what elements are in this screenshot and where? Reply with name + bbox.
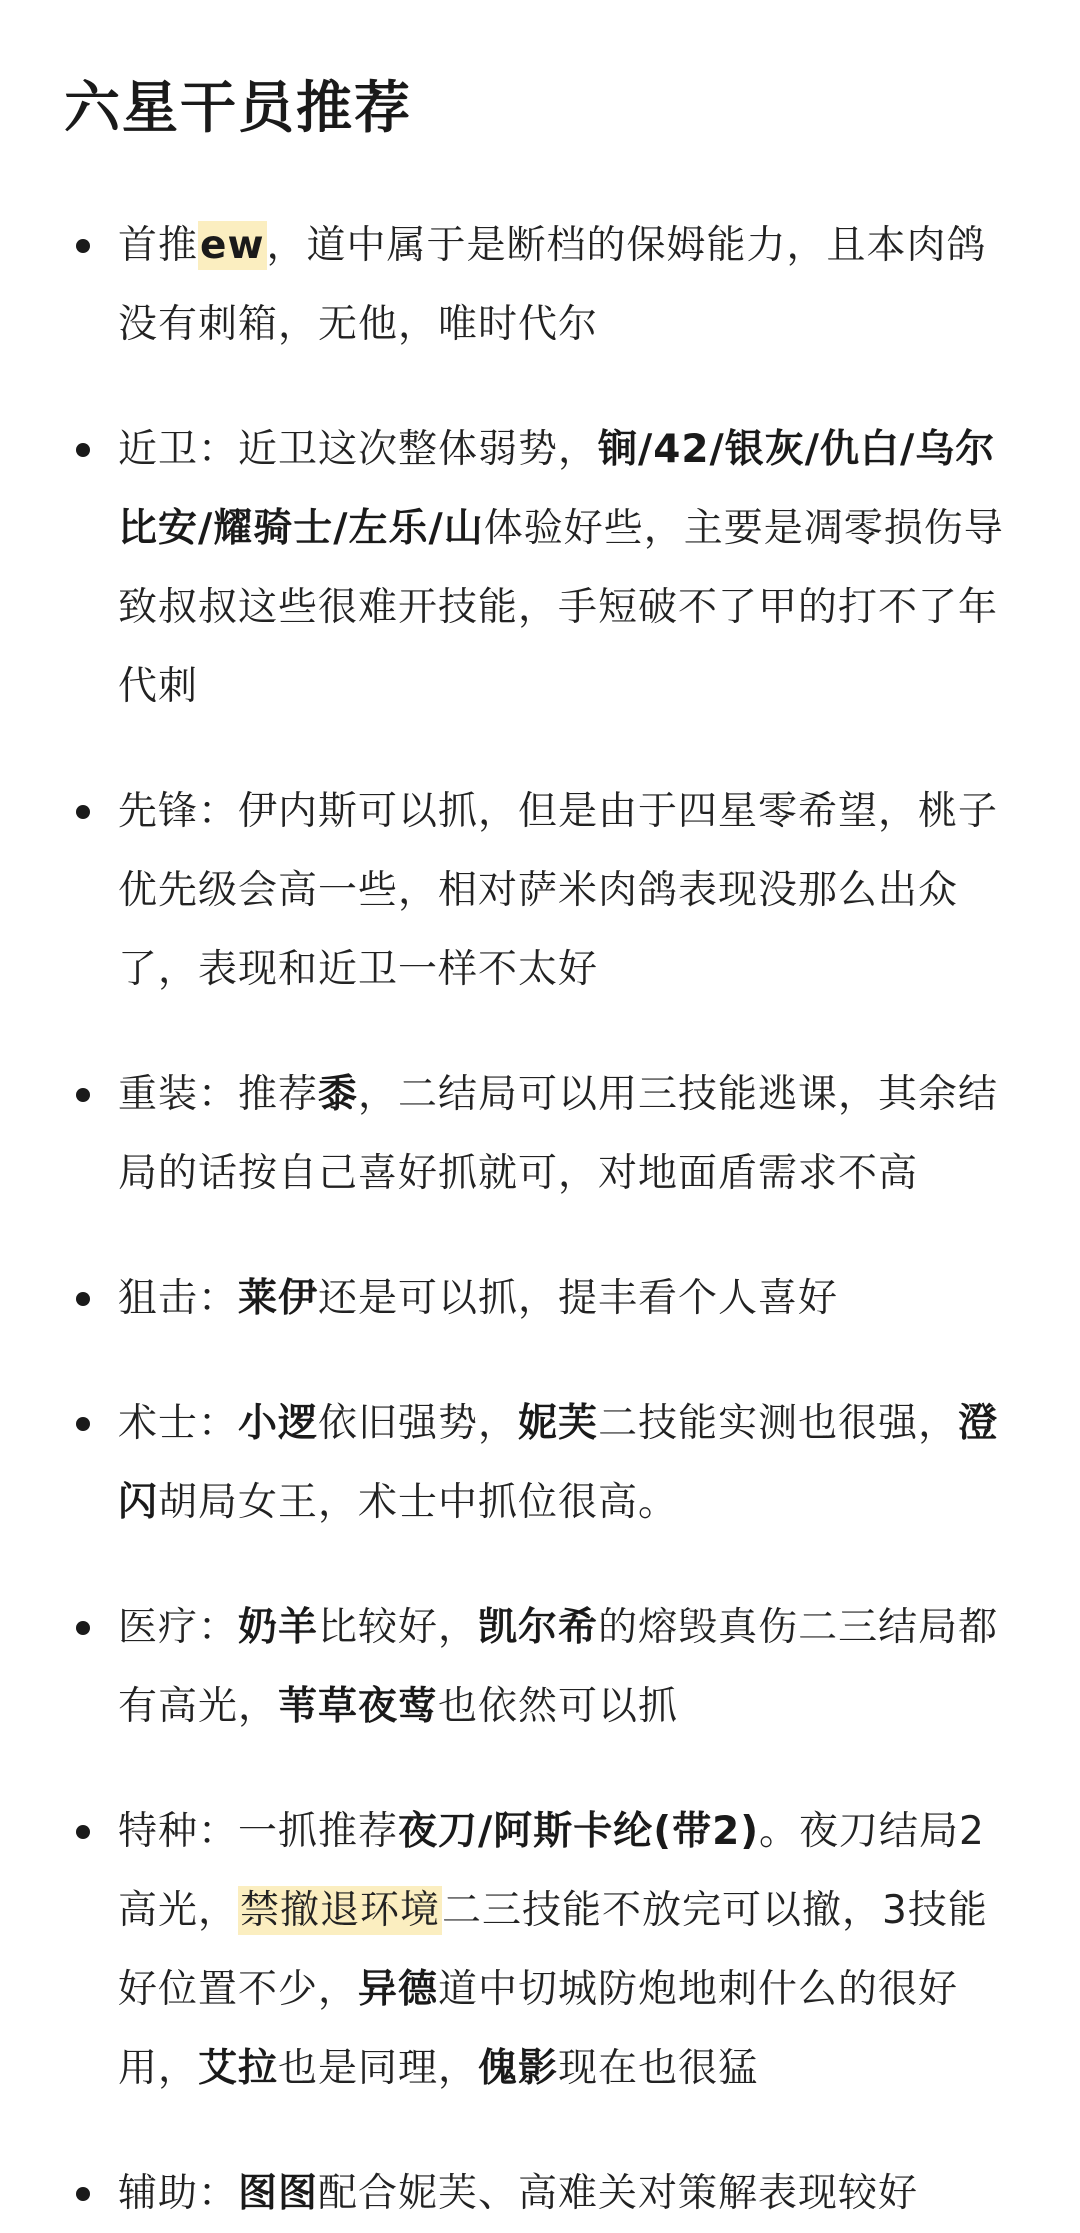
list-item: [64, 772, 1016, 1009]
bold-operator-name: 锏/42/银灰/仇白/乌尔比安/耀骑士/左乐/山: [118, 427, 996, 551]
bold-operator-name: 异德: [358, 1967, 439, 2012]
bold-operator-name: 图图: [238, 2171, 319, 2216]
bold-operator-name: 莱伊: [238, 1276, 319, 1321]
bold-operator-name: 傀影: [478, 2046, 559, 2091]
list-item: [64, 410, 1016, 726]
highlighted-text: 禁撤退环境: [240, 1888, 441, 1933]
item-text: 也依然可以抓: [438, 1684, 679, 1729]
item-text: 配合妮芙、高难关对策解表现较好: [318, 2171, 919, 2216]
page-title: 六星干员推荐: [64, 76, 412, 141]
item-text: 二三技能不放完可以撤，3技能好位置不少，: [118, 1888, 988, 2012]
item-text: 先锋：伊内斯可以抓，但是由于四星零希望，桃子优先级会高一些，相对萨米肉鸽表现没那么出众了，表现和近卫一样不太好: [118, 789, 999, 992]
item-text: 重装：推荐: [118, 1072, 319, 1117]
item-text: 狙击：: [118, 1276, 239, 1321]
item-text: ，二结局可以用三技能逃课，其余结局的话按自己喜好抓就可，对地面盾需求不高: [118, 1072, 999, 1196]
item-text: 特种：一抓推荐: [118, 1809, 399, 1854]
bold-operator-name: 澄闪: [118, 1401, 999, 1525]
item-text: 近卫：近卫这次整体弱势，: [118, 427, 599, 472]
recommendation-list: [64, 206, 1016, 2233]
item-text: 还是可以抓，提丰看个人喜好: [318, 1276, 839, 1321]
list-item: [64, 1259, 1016, 1338]
highlighted-text: ew: [200, 223, 265, 268]
item-text: ，道中属于是断档的保姆能力，且本肉鸽没有刺箱，无他，唯时代尔: [118, 223, 987, 347]
bold-operator-name: 夜刀/阿斯卡纶(带2): [398, 1809, 760, 1854]
list-item: [64, 1384, 1016, 1542]
item-text: 体验好些，主要是凋零损伤导致叔叔这些很难开技能，手短破不了甲的打不了年代刺: [118, 506, 1004, 709]
bold-operator-name: 黍: [318, 1072, 359, 1117]
list-item: [64, 1055, 1016, 1213]
list-item: [64, 1588, 1016, 1746]
bold-operator-name: 艾拉: [198, 2046, 279, 2091]
list-item: [64, 2154, 1016, 2233]
item-text: 依旧强势，: [318, 1401, 519, 1446]
bold-operator-name: 凯尔希: [478, 1605, 599, 1650]
bold-operator-name: 妮芙: [518, 1401, 599, 1446]
bold-operator-name: 苇草夜莺: [278, 1684, 439, 1729]
item-text: 比较好，: [318, 1605, 479, 1650]
list-item: [64, 206, 1016, 364]
list-item: [64, 1792, 1016, 2108]
item-text: 。夜刀结局2高光，: [118, 1809, 985, 1933]
item-text: 首推: [118, 223, 199, 268]
item-text: 医疗：: [118, 1605, 239, 1650]
item-text: 道中切城防炮地刺什么的很好用，: [118, 1967, 959, 2091]
bold-operator-name: 奶羊: [238, 1605, 319, 1650]
item-text: 现在也很猛: [558, 2046, 759, 2091]
item-text: 术士：: [118, 1401, 239, 1446]
item-text: 胡局女王，术士中抓位很高。: [158, 1480, 679, 1525]
item-text: 辅助：: [118, 2171, 239, 2216]
item-text: 二技能实测也很强，: [598, 1401, 959, 1446]
item-text: 的熔毁真伤二三结局都有高光，: [118, 1605, 999, 1729]
bold-operator-name: 小逻: [238, 1401, 319, 1446]
item-text: 也是同理，: [278, 2046, 479, 2091]
